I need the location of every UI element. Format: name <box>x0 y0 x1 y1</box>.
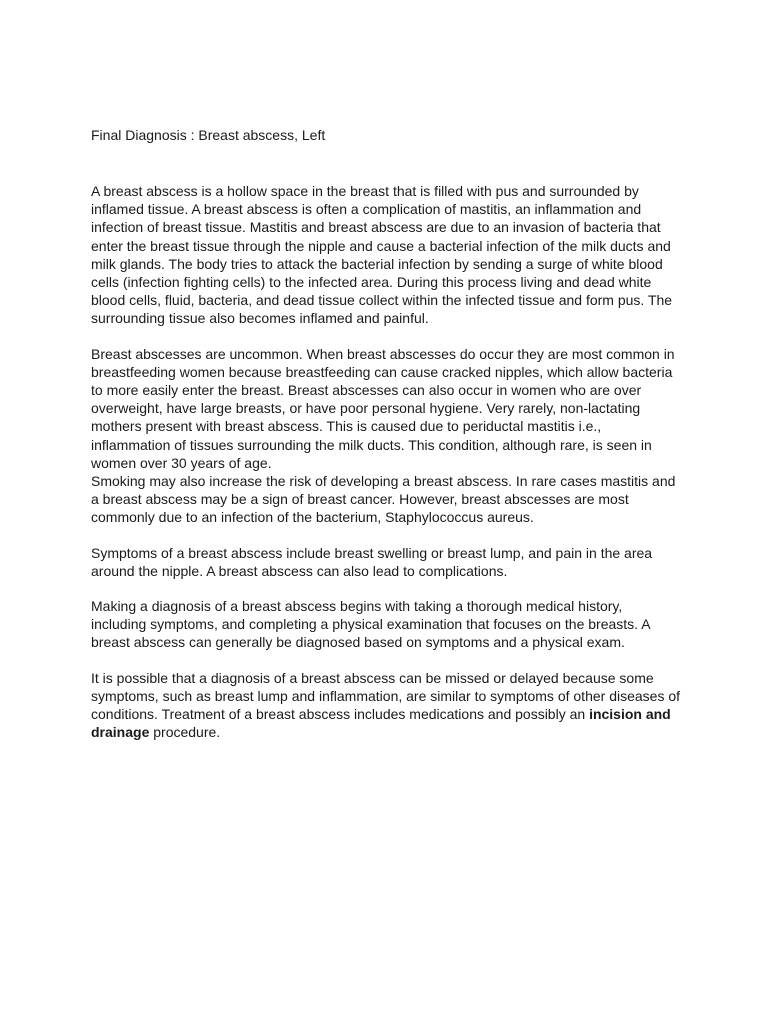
treatment-bold-term: incision and drainage <box>91 706 671 741</box>
treatment-text-after: procedure. <box>149 724 221 741</box>
paragraph-incidence: Breast abscesses are uncommon. When breast abscesses do occur they are most common in breastfeeding women because breastfeeding can cause cracked nipples, which allow bacteria to more easily enter the breast. Breast abscesses can also occur in women who are over overweight, have large breasts, or have poor personal hygiene. Very rarely, non-lactating mothers present with breast abscess. This is caused due to periductal mastitis i.e., inflammation of tissues surrounding the milk ducts. This condition, although rare, is seen in women over 30 years of age. <box>91 345 675 471</box>
document-title: Final Diagnosis : Breast abscess, Left <box>91 127 326 143</box>
paragraph-diagnosis: Making a diagnosis of a breast abscess begins with taking a thorough medical history, including symptoms, and completing a physical examination that focuses on the breasts. A breast abscess can generally be diagnosed based on symptoms and a physical exam. <box>91 598 650 651</box>
paragraph-symptoms: Symptoms of a breast abscess include breast swelling or breast lump, and pain in the area around the nipple. A breast abscess can also lead to complications. <box>91 544 653 579</box>
paragraph-treatment <box>91 669 681 742</box>
treatment-text-before: It is possible that a diagnosis of a breast abscess can be missed or delayed because some symptoms, such as breast lump and inflammation, are similar to symptoms of other diseases of conditions. Treatment of a breast abscess includes medications and possibly an <box>91 669 681 723</box>
paragraph-risk-factors: Smoking may also increase the risk of developing a breast abscess. In rare cases mastitis and a breast abscess may be a sign of breast cancer. However, breast abscesses are most commonly due to an infection of the bacterium, Staphylococcus aureus. <box>91 473 676 526</box>
document-page <box>91 126 681 758</box>
paragraph-definition: A breast abscess is a hollow space in the breast that is filled with pus and surrounded by inflamed tissue. A breast abscess is often a complication of mastitis, an inflammation and infection of breast tissue. Mastitis and breast abscess are due to an invasion of bacteria that enter the breast tissue through the nipple and cause a bacterial infection of the milk ducts and milk glands. The body tries to attack the bacterial infection by sending a surge of white blood cells (infection fighting cells) to the infected area. During this process living and dead white blood cells, fluid, bacteria, and dead tissue collect within the infected tissue and form pus. The surrounding tissue also becomes inflamed and painful. <box>91 183 673 327</box>
